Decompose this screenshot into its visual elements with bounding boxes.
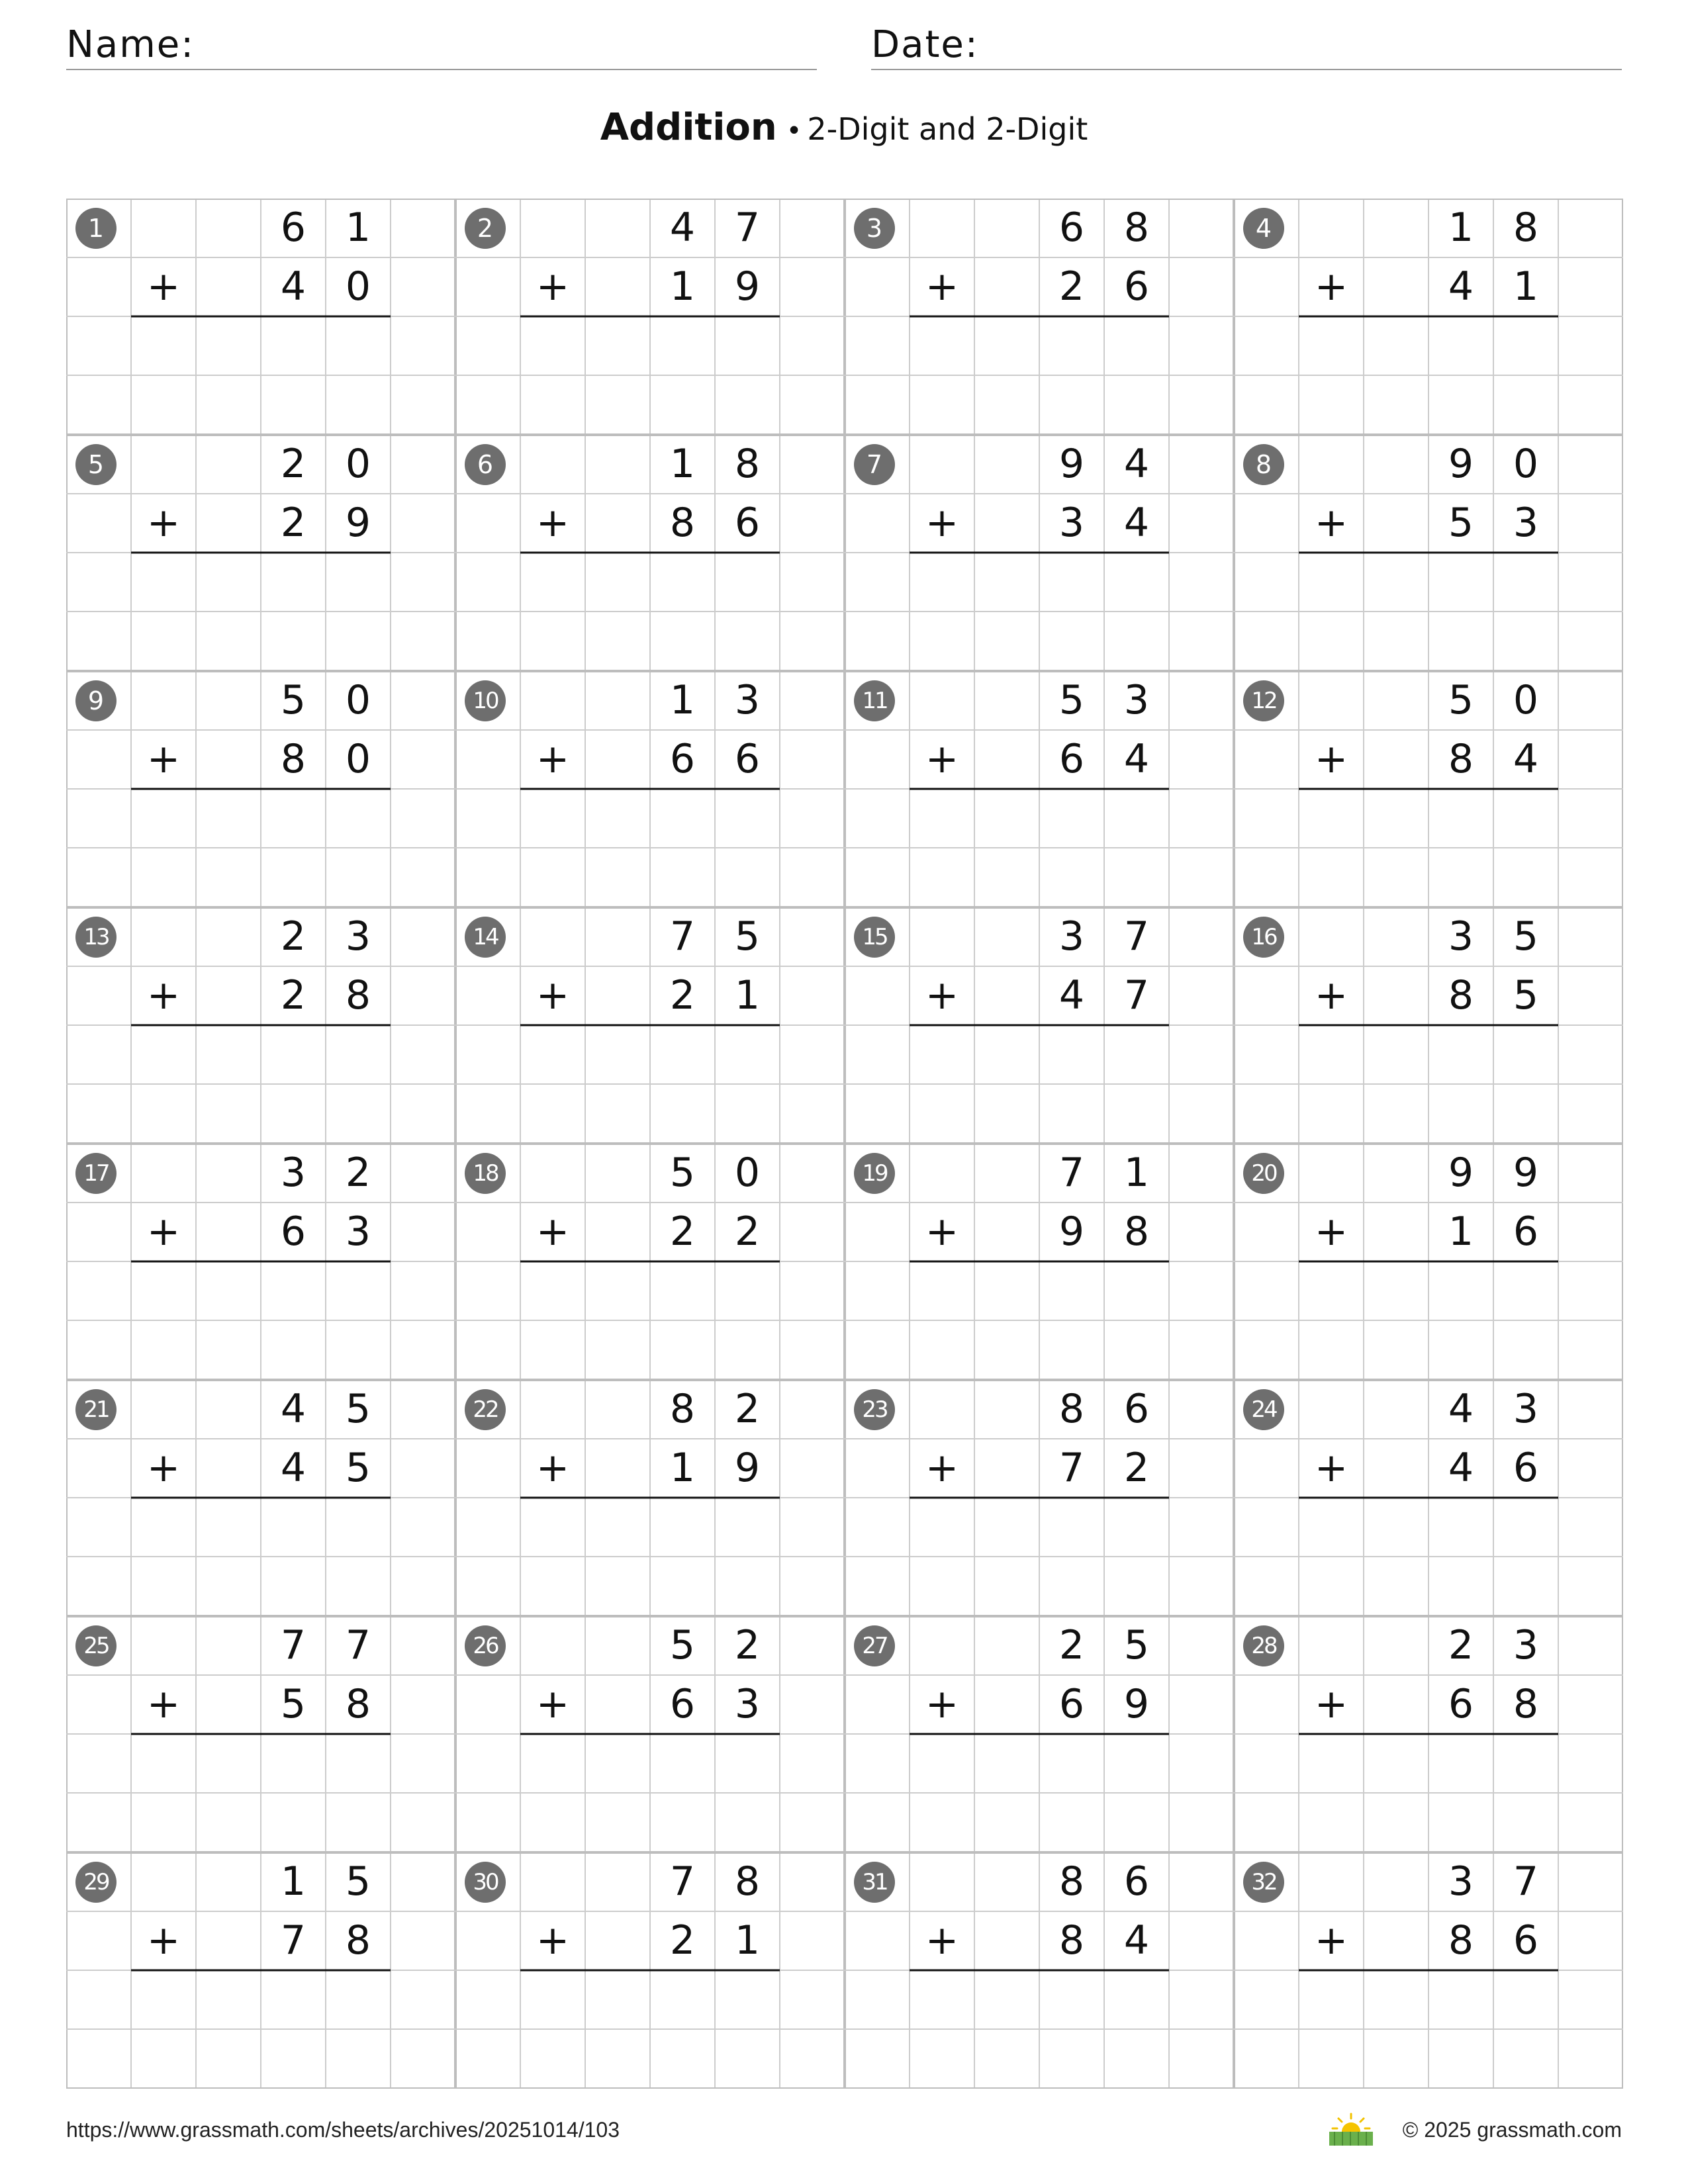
- addend-digit: 7: [1123, 913, 1150, 960]
- plus-sign: +: [925, 1208, 959, 1255]
- addend-digit: 4: [1448, 263, 1474, 310]
- addend-digit: 5: [280, 677, 306, 723]
- addend-digit: 3: [734, 677, 761, 723]
- addend-digit: 2: [345, 1150, 371, 1196]
- addend-digit: 6: [1513, 1208, 1539, 1255]
- addend-digit: 8: [1058, 1386, 1085, 1432]
- addend-digit: 8: [1513, 205, 1539, 251]
- addend-digit: 4: [1123, 441, 1150, 487]
- addend-digit: 2: [669, 1917, 696, 1964]
- problem-number-badge: 11: [854, 680, 895, 721]
- worksheet-title: [0, 106, 1688, 149]
- addend-digit: 0: [1513, 441, 1539, 487]
- problem-number-badge: 29: [75, 1862, 117, 1903]
- addend-digit: 7: [345, 1622, 371, 1668]
- plus-sign: +: [1314, 500, 1348, 546]
- problem-number-badge: 24: [1243, 1389, 1284, 1430]
- addend-digit: 8: [734, 1858, 761, 1905]
- addend-digit: 8: [1123, 1208, 1150, 1255]
- problem-number-badge: 21: [75, 1389, 117, 1430]
- addend-digit: 6: [734, 736, 761, 782]
- problem-number-badge: 16: [1243, 917, 1284, 958]
- problem-number-badge: 2: [465, 208, 506, 249]
- problem-number-badge: 9: [75, 680, 117, 721]
- addend-digit: 4: [280, 1445, 306, 1491]
- plus-sign: +: [1314, 1917, 1348, 1964]
- addend-digit: 7: [1123, 972, 1150, 1019]
- addend-digit: 6: [1513, 1445, 1539, 1491]
- addend-digit: 8: [280, 736, 306, 782]
- addend-digit: 2: [280, 441, 306, 487]
- addend-digit: 8: [734, 441, 761, 487]
- addend-digit: 1: [734, 1917, 761, 1964]
- addend-digit: 2: [1448, 1622, 1474, 1668]
- plus-sign: +: [925, 1681, 959, 1727]
- addend-digit: 3: [1123, 677, 1150, 723]
- addend-digit: 2: [280, 972, 306, 1019]
- addend-digit: 0: [734, 1150, 761, 1196]
- plus-sign: +: [925, 500, 959, 546]
- addend-digit: 5: [1448, 677, 1474, 723]
- addend-digit: 9: [734, 263, 761, 310]
- plus-sign: +: [146, 736, 181, 782]
- addend-digit: 3: [345, 1208, 371, 1255]
- plus-sign: +: [536, 1445, 570, 1491]
- addend-digit: 1: [1448, 1208, 1474, 1255]
- addend-digit: 5: [669, 1150, 696, 1196]
- title-main: Addition: [600, 106, 777, 149]
- addend-digit: 3: [280, 1150, 306, 1196]
- addend-digit: 6: [1448, 1681, 1474, 1727]
- sun-over-grass-icon: [1327, 2111, 1376, 2147]
- addend-digit: 6: [1058, 1681, 1085, 1727]
- addend-digit: 5: [345, 1445, 371, 1491]
- addend-digit: 1: [345, 205, 371, 251]
- addend-digit: 2: [1058, 1622, 1085, 1668]
- addend-digit: 1: [669, 441, 696, 487]
- plus-sign: +: [146, 500, 181, 546]
- addend-digit: 5: [1513, 972, 1539, 1019]
- addend-digit: 8: [345, 1917, 371, 1964]
- plus-sign: +: [925, 1445, 959, 1491]
- plus-sign: +: [146, 1917, 181, 1964]
- plus-sign: +: [536, 1917, 570, 1964]
- addend-digit: 3: [1058, 913, 1085, 960]
- addend-digit: 3: [1513, 1386, 1539, 1432]
- problem-number-badge: 32: [1243, 1862, 1284, 1903]
- addend-digit: 6: [734, 500, 761, 546]
- addend-digit: 9: [1513, 1150, 1539, 1196]
- problem-number-badge: 23: [854, 1389, 895, 1430]
- addend-digit: 6: [669, 736, 696, 782]
- addend-digit: 4: [1058, 972, 1085, 1019]
- addend-digit: 1: [734, 972, 761, 1019]
- plus-sign: +: [536, 1208, 570, 1255]
- problem-number-badge: 10: [465, 680, 506, 721]
- name-field[interactable]: [66, 25, 817, 70]
- problem-number-badge: 14: [465, 917, 506, 958]
- plus-sign: +: [536, 736, 570, 782]
- addend-digit: 8: [1058, 1917, 1085, 1964]
- addend-digit: 9: [345, 500, 371, 546]
- plus-sign: +: [1314, 736, 1348, 782]
- addend-digit: 4: [669, 205, 696, 251]
- plus-sign: +: [1314, 1445, 1348, 1491]
- addend-digit: 4: [280, 1386, 306, 1432]
- plus-sign: +: [536, 263, 570, 310]
- addend-digit: 7: [734, 205, 761, 251]
- addend-digit: 2: [669, 1208, 696, 1255]
- problem-number-badge: 31: [854, 1862, 895, 1903]
- problem-cells: [66, 199, 1623, 2089]
- addend-digit: 8: [1448, 1917, 1474, 1964]
- plus-sign: +: [1314, 972, 1348, 1019]
- addend-digit: 8: [1448, 972, 1474, 1019]
- problem-number-badge: 3: [854, 208, 895, 249]
- problem-number-badge: 18: [465, 1153, 506, 1194]
- addend-digit: 4: [1448, 1445, 1474, 1491]
- addend-digit: 7: [669, 913, 696, 960]
- addend-digit: 7: [280, 1917, 306, 1964]
- plus-sign: +: [925, 263, 959, 310]
- addend-digit: 2: [1058, 263, 1085, 310]
- plus-sign: +: [1314, 263, 1348, 310]
- addend-digit: 2: [669, 972, 696, 1019]
- addend-digit: 6: [280, 205, 306, 251]
- addend-digit: 5: [280, 1681, 306, 1727]
- addend-digit: 6: [669, 1681, 696, 1727]
- addend-digit: 4: [1123, 1917, 1150, 1964]
- addend-digit: 1: [669, 677, 696, 723]
- addend-digit: 7: [1058, 1150, 1085, 1196]
- addend-digit: 5: [1513, 913, 1539, 960]
- addend-digit: 0: [345, 263, 371, 310]
- addend-digit: 9: [1058, 441, 1085, 487]
- addend-digit: 9: [1058, 1208, 1085, 1255]
- addend-digit: 6: [1513, 1917, 1539, 1964]
- date-field[interactable]: [871, 25, 1622, 70]
- problem-number-badge: 13: [75, 917, 117, 958]
- addend-digit: 5: [345, 1386, 371, 1432]
- addend-digit: 6: [1123, 1858, 1150, 1905]
- addend-digit: 2: [280, 913, 306, 960]
- title-subtitle: 2-Digit and 2-Digit: [807, 111, 1088, 147]
- addend-digit: 8: [345, 1681, 371, 1727]
- plus-sign: +: [536, 1681, 570, 1727]
- addend-digit: 9: [734, 1445, 761, 1491]
- problem-grid: [66, 199, 1623, 2089]
- addend-digit: 6: [280, 1208, 306, 1255]
- addend-digit: 5: [669, 1622, 696, 1668]
- addend-digit: 5: [1448, 500, 1474, 546]
- addend-digit: 0: [345, 677, 371, 723]
- addend-digit: 4: [1513, 736, 1539, 782]
- addend-digit: 4: [1448, 1386, 1474, 1432]
- addend-digit: 4: [1123, 736, 1150, 782]
- addend-digit: 0: [345, 736, 371, 782]
- addend-digit: 6: [1123, 1386, 1150, 1432]
- problem-number-badge: 19: [854, 1153, 895, 1194]
- problem-number-badge: 30: [465, 1862, 506, 1903]
- addend-digit: 3: [1448, 913, 1474, 960]
- addend-digit: 1: [280, 1858, 306, 1905]
- addend-digit: 1: [1513, 263, 1539, 310]
- plus-sign: +: [1314, 1681, 1348, 1727]
- addend-digit: 0: [1513, 677, 1539, 723]
- addend-digit: 5: [1058, 677, 1085, 723]
- addend-digit: 3: [734, 1681, 761, 1727]
- problem-number-badge: 12: [1243, 680, 1284, 721]
- plus-sign: +: [146, 972, 181, 1019]
- problem-number-badge: 4: [1243, 208, 1284, 249]
- problem-number-badge: 28: [1243, 1625, 1284, 1666]
- addend-digit: 6: [1058, 736, 1085, 782]
- problem-number-badge: 26: [465, 1625, 506, 1666]
- addend-digit: 9: [1448, 1150, 1474, 1196]
- problem-number-badge: 15: [854, 917, 895, 958]
- addend-digit: 4: [1123, 500, 1150, 546]
- addend-digit: 3: [1448, 1858, 1474, 1905]
- date-label: Date:: [871, 23, 979, 66]
- addend-digit: 2: [734, 1622, 761, 1668]
- addend-digit: 3: [1058, 500, 1085, 546]
- addend-digit: 8: [1123, 205, 1150, 251]
- addend-digit: 2: [734, 1386, 761, 1432]
- footer-url: https://www.grassmath.com/sheets/archives/20251014/103: [66, 2118, 620, 2142]
- problem-number-badge: 1: [75, 208, 117, 249]
- plus-sign: +: [536, 500, 570, 546]
- addend-digit: 1: [1123, 1150, 1150, 1196]
- addend-digit: 5: [734, 913, 761, 960]
- addend-digit: 2: [280, 500, 306, 546]
- addend-digit: 3: [1513, 500, 1539, 546]
- addend-digit: 8: [1058, 1858, 1085, 1905]
- addend-digit: 3: [345, 913, 371, 960]
- problem-number-badge: 20: [1243, 1153, 1284, 1194]
- addend-digit: 5: [345, 1858, 371, 1905]
- addend-digit: 7: [1513, 1858, 1539, 1905]
- problem-number-badge: 5: [75, 444, 117, 485]
- name-label: Name:: [66, 23, 195, 66]
- plus-sign: +: [536, 972, 570, 1019]
- plus-sign: +: [925, 1917, 959, 1964]
- addend-digit: 8: [345, 972, 371, 1019]
- problem-number-badge: 27: [854, 1625, 895, 1666]
- addend-digit: 7: [669, 1858, 696, 1905]
- problem-number-badge: 6: [465, 444, 506, 485]
- addend-digit: 8: [669, 500, 696, 546]
- addend-digit: 7: [1058, 1445, 1085, 1491]
- title-separator: •: [786, 116, 802, 146]
- addend-digit: 1: [669, 1445, 696, 1491]
- addend-digit: 1: [669, 263, 696, 310]
- problem-number-badge: 22: [465, 1389, 506, 1430]
- problem-number-badge: 25: [75, 1625, 117, 1666]
- problem-number-badge: 8: [1243, 444, 1284, 485]
- addend-digit: 5: [1123, 1622, 1150, 1668]
- addend-digit: 2: [1123, 1445, 1150, 1491]
- addend-digit: 8: [1513, 1681, 1539, 1727]
- problem-number-badge: 7: [854, 444, 895, 485]
- footer-copyright: © 2025 grassmath.com: [1402, 2118, 1622, 2142]
- addend-digit: 9: [1123, 1681, 1150, 1727]
- addend-digit: 1: [1448, 205, 1474, 251]
- plus-sign: +: [146, 1681, 181, 1727]
- addend-digit: 9: [1448, 441, 1474, 487]
- addend-digit: 6: [1123, 263, 1150, 310]
- addend-digit: 8: [669, 1386, 696, 1432]
- plus-sign: +: [925, 736, 959, 782]
- addend-digit: 2: [734, 1208, 761, 1255]
- problem-number-badge: 17: [75, 1153, 117, 1194]
- addend-digit: 3: [1513, 1622, 1539, 1668]
- addend-digit: 6: [1058, 205, 1085, 251]
- plus-sign: +: [146, 263, 181, 310]
- addend-digit: 0: [345, 441, 371, 487]
- plus-sign: +: [925, 972, 959, 1019]
- plus-sign: +: [146, 1445, 181, 1491]
- addend-digit: 8: [1448, 736, 1474, 782]
- addend-digit: 4: [280, 263, 306, 310]
- addend-digit: 7: [280, 1622, 306, 1668]
- plus-sign: +: [146, 1208, 181, 1255]
- plus-sign: +: [1314, 1208, 1348, 1255]
